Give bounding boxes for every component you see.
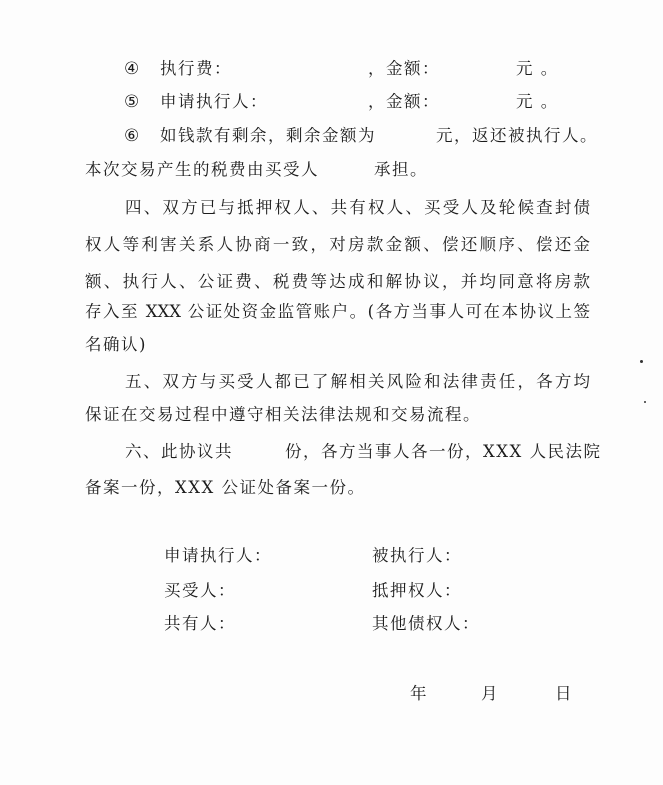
scan-speck: [640, 360, 643, 363]
amount-unit: 元 。: [516, 59, 559, 78]
buyer-signature-label: 买受人：: [164, 581, 236, 600]
date-day: 日: [555, 684, 573, 703]
co-owner-signature-label: 共有人：: [164, 614, 236, 633]
tax-tail: 承担。: [374, 160, 428, 179]
agreement-page: ④ 执行费： ，金额： 元 。 ⑤ 申请执行人： ，金额： 元 。 ⑥ 如钱款有剩余，剩余金额为 元，返还被执行人。 本次交易产生的税费由买受人 承担。 四、双方已与抵押权人、共有权人、买受人及轮候查封债 权人等利害关系人协商一致，对房款金额、偿还顺序、偿还金 额、执行人、公证费、税费等达成和解协议，并均同意将房款 存入至 XXX 公证处资金监管账户。(各方当事人可在本协议上签 名确认) 五、双方与买受人都已了解相关风险和法律责任，各方均 保证在交易过程中遵守相关法律法规和交易流程。 六、此协议共 份，各方当事人各一份，XXX 人民法院 备案一份，XXX 公证处备案一份。 申请执行人： 被执行人： 买受人： 抵押权人： 共有人： 其他债权人： 年 月 日: [0, 0, 663, 785]
item-number: ⑥: [124, 126, 141, 146]
date-month: 月: [481, 684, 499, 703]
respondent-signature-label: 被执行人：: [372, 546, 462, 565]
tax-text: 本次交易产生的税费由买受人: [85, 160, 319, 179]
mortgagee-signature-label: 抵押权人：: [372, 581, 462, 600]
scan-speck: [644, 401, 646, 403]
amount-label: ，金额：: [368, 59, 440, 78]
remainder-text: 如钱款有剩余，剩余金额为: [160, 126, 376, 145]
paragraph-line: 五、双方与买受人都已了解相关风险和法律责任，各方均: [125, 372, 590, 391]
paragraph-line: 存入至 XXX 公证处资金监管账户。(各方当事人可在本协议上签: [85, 302, 590, 321]
remainder-tail: 元，返还被执行人。: [436, 126, 598, 145]
date-year: 年: [410, 684, 428, 703]
paragraph-line: 权人等利害关系人协商一致，对房款金额、偿还顺序、偿还金: [85, 235, 590, 254]
applicant-signature-label: 申请执行人：: [164, 546, 272, 565]
paragraph-line: 四、双方已与抵押权人、共有权人、买受人及轮候查封债: [125, 198, 590, 217]
paragraph-line: 额、执行人、公证费、税费等达成和解协议，并均同意将房款: [85, 272, 590, 291]
item-label: 执行费：: [160, 59, 232, 78]
other-creditor-signature-label: 其他债权人：: [372, 614, 480, 633]
amount-label: ，金额：: [368, 92, 440, 111]
amount-unit: 元 。: [516, 92, 559, 111]
item-number: ④: [124, 59, 141, 79]
item-label: 申请执行人：: [160, 92, 268, 111]
item-number: ⑤: [124, 92, 141, 112]
